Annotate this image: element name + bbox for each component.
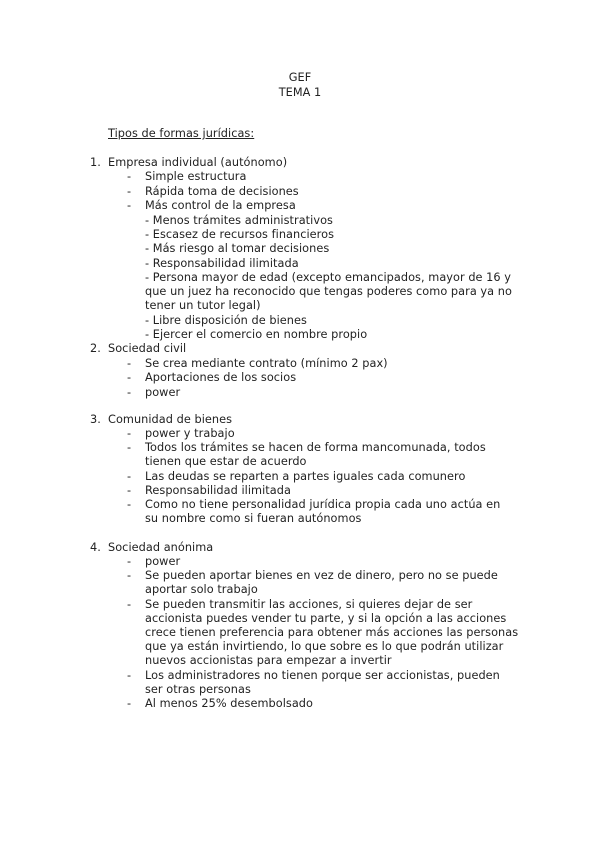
bullet-dash: - bbox=[127, 669, 132, 682]
bullet-text: nuevos accionistas para empezar a invertir bbox=[145, 654, 392, 667]
bullet-text: power bbox=[145, 386, 181, 399]
doc-subtitle: Tipos de formas jurídicas: bbox=[108, 127, 255, 140]
bullet-dash: - bbox=[127, 569, 132, 582]
bullet-text: power y trabajo bbox=[145, 427, 235, 440]
bullet-text: power bbox=[145, 555, 181, 568]
bullet-text: Rápida toma de decisiones bbox=[145, 185, 299, 198]
bullet-text: Aportaciones de los socios bbox=[145, 371, 297, 384]
bullet-dash: - bbox=[127, 170, 132, 183]
section-number: 2. bbox=[90, 342, 101, 355]
bullet-dash: - bbox=[127, 498, 132, 511]
bullet-dash: - bbox=[127, 185, 132, 198]
sub-item: tener un tutor legal) bbox=[145, 299, 261, 312]
bullet-text: Más control de la empresa bbox=[145, 199, 296, 212]
bullet-text: su nombre como si fueran autónomos bbox=[145, 512, 362, 525]
bullet-dash: - bbox=[127, 371, 132, 384]
bullet-text: Al menos 25% desembolsado bbox=[145, 697, 313, 710]
sub-item: - Libre disposición de bienes bbox=[145, 314, 307, 327]
bullet-dash: - bbox=[127, 427, 132, 440]
bullet-dash: - bbox=[127, 470, 132, 483]
section-number: 4. bbox=[90, 541, 101, 554]
bullet-dash: - bbox=[127, 441, 132, 454]
bullet-text: aportar solo trabajo bbox=[145, 583, 258, 596]
bullet-dash: - bbox=[127, 357, 132, 370]
bullet-text: Responsabilidad ilimitada bbox=[145, 484, 291, 497]
bullet-text: Como no tiene personalidad jurídica propia cada uno actúa en bbox=[145, 498, 501, 511]
bullet-dash: - bbox=[127, 697, 132, 710]
bullet-text: que ya están invirtiendo, lo que sobre es lo que podrán utilizar bbox=[145, 640, 504, 653]
bullet-dash: - bbox=[127, 484, 132, 497]
bullet-text: Todos los trámites se hacen de forma mancomunada, todos bbox=[145, 441, 486, 454]
bullet-text: ser otras personas bbox=[145, 683, 251, 696]
section-number: 3. bbox=[90, 413, 101, 426]
sub-item: - Escasez de recursos financieros bbox=[145, 228, 335, 241]
bullet-dash: - bbox=[127, 598, 132, 611]
bullet-text: Se crea mediante contrato (mínimo 2 pax) bbox=[145, 357, 388, 370]
bullet-text: crece tienen preferencia para obtener más acciones las personas bbox=[145, 626, 519, 639]
bullet-text: Simple estructura bbox=[145, 170, 247, 183]
sub-item: - Menos trámites administrativos bbox=[145, 214, 333, 227]
sub-item: - Persona mayor de edad (excepto emancipados, mayor de 16 y bbox=[145, 271, 512, 284]
section-title: Sociedad civil bbox=[108, 342, 187, 355]
section-title: Comunidad de bienes bbox=[108, 413, 233, 426]
bullet-text: Se pueden aportar bienes en vez de dinero, pero no se puede bbox=[145, 569, 498, 582]
bullet-text: Los administradores no tienen porque ser accionistas, pueden bbox=[145, 669, 500, 682]
doc-title-line2: TEMA 1 bbox=[278, 86, 322, 99]
sub-item: - Más riesgo al tomar decisiones bbox=[145, 242, 330, 255]
bullet-dash: - bbox=[127, 555, 132, 568]
sub-item: - Ejercer el comercio en nombre propio bbox=[145, 328, 368, 341]
bullet-text: Se pueden transmitir las acciones, si quieres dejar de ser bbox=[145, 598, 473, 611]
sub-item: - Responsabilidad ilimitada bbox=[145, 257, 299, 270]
bullet-dash: - bbox=[127, 386, 132, 399]
section-title: Empresa individual (autónomo) bbox=[108, 156, 288, 169]
bullet-text: Las deudas se reparten a partes iguales cada comunero bbox=[145, 470, 466, 483]
doc-title-line1: GEF bbox=[288, 71, 312, 84]
section-title: Sociedad anónima bbox=[108, 541, 214, 554]
sub-item: que un juez ha reconocido que tengas poderes como para ya no bbox=[145, 285, 512, 298]
section-number: 1. bbox=[90, 156, 101, 169]
bullet-dash: - bbox=[127, 199, 132, 212]
bullet-text: accionista puedes vender tu parte, y si la opción a las acciones bbox=[145, 612, 507, 625]
bullet-text: tienen que estar de acuerdo bbox=[145, 455, 307, 468]
